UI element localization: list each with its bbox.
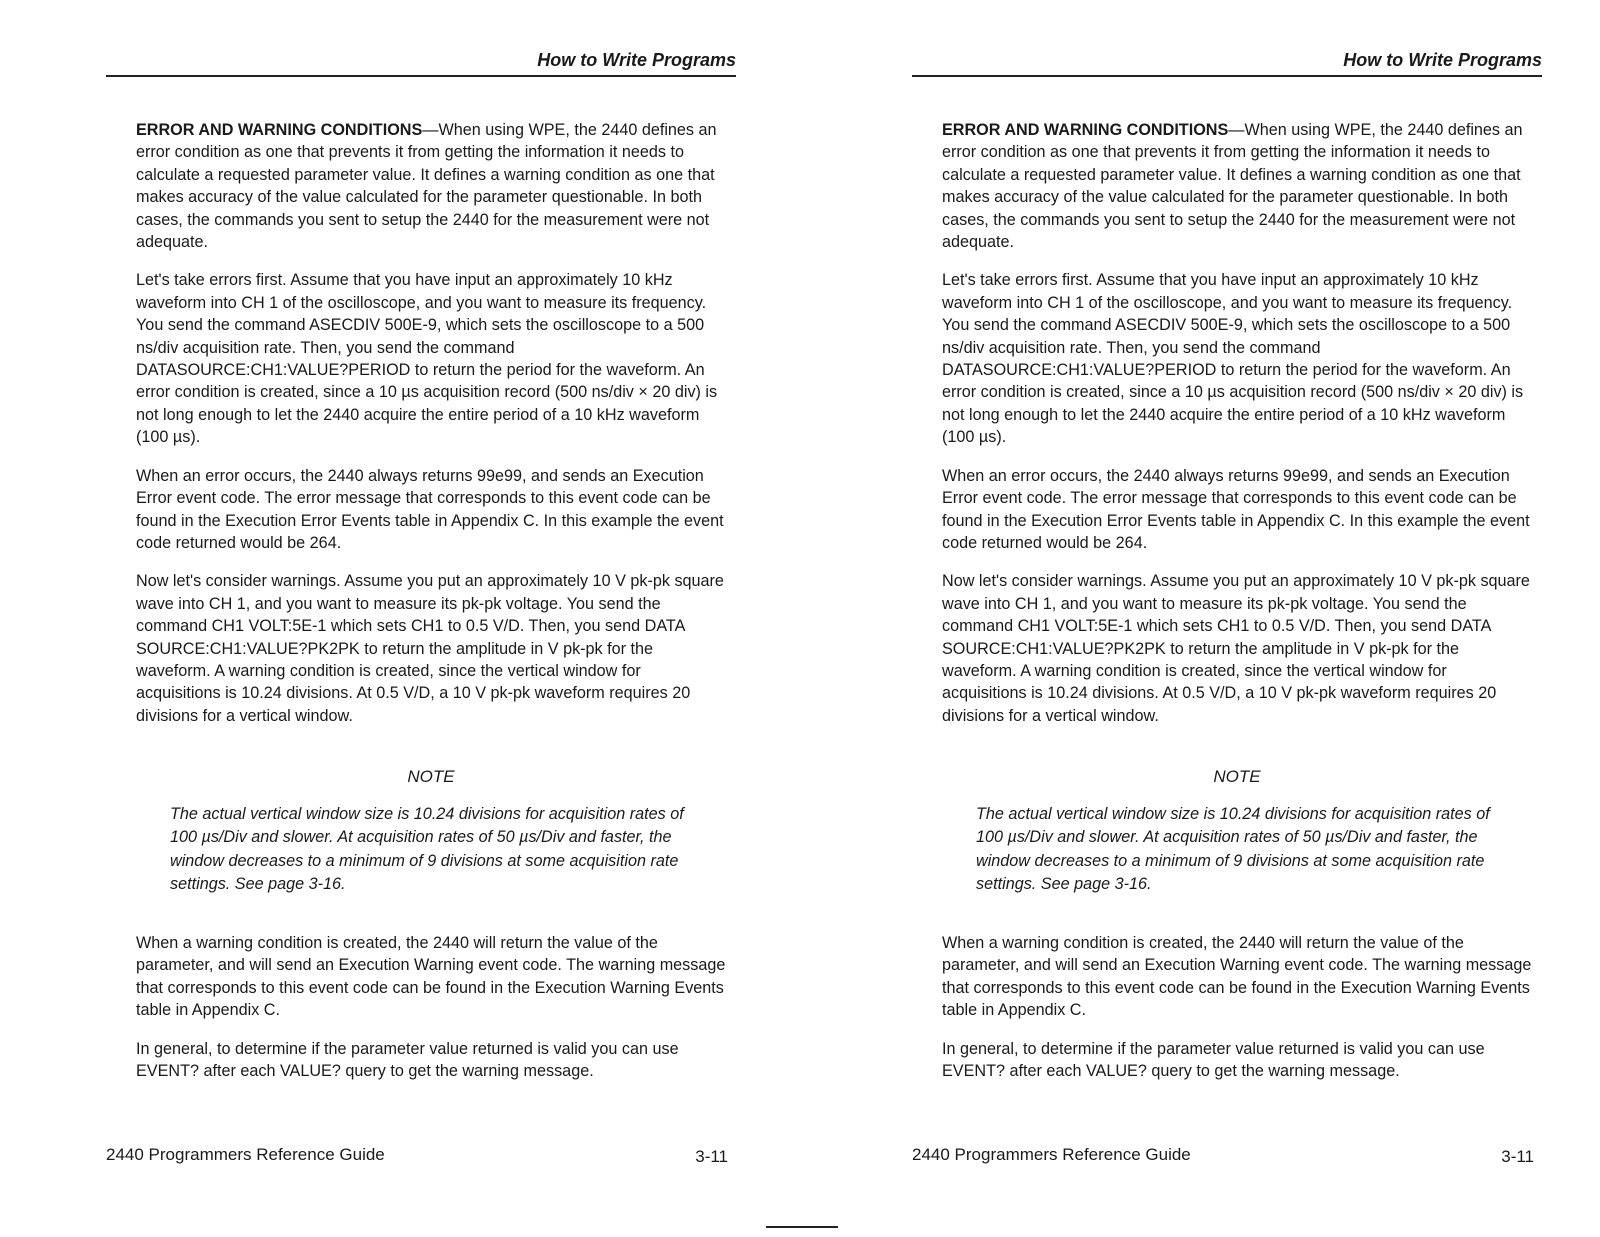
page-number: 3-11: [1501, 1147, 1534, 1166]
paragraph-errors: Let's take errors first. Assume that you have input an approximately 10 kHz waveform into CH 1 of the oscilloscope, and you want to measure its frequency. You send the command ASECDIV 500E-9, which sets the oscilloscope to a 500 ns/div acquisition rate. Then, you send the command DATASOURCE:CH1:VALUE?PERIOD to return the period for the waveform. An error condition is created, since a 10 µs acquisition record (500 ns/div × 20 div) is not long enough to let the 2440 acquire the entire period of a 10 kHz waveform (100 µs).: [136, 271, 718, 447]
paragraph-warnings: Now let's consider warnings. Assume you put an approximately 10 V pk-pk square wave into CH 1, and you want to measure its pk-pk voltage. You send the command CH1 VOLT:5E-1 which sets CH1 to 0.5 V/D. Then, you send DATA SOURCE:CH1:VALUE?PK2PK to return the amplitude in V pk-pk for the waveform. A warning condition is created, since the vertical window for acquisitions is 10.24 divisions. At 0.5 V/D, a 10 V pk-pk waveform requires 20 divisions for a vertical window.: [136, 572, 724, 725]
note-body: The actual vertical window size is 10.24 divisions for acquisition rates of 100 µs/Div and slower. At acquisition rates of 50 µs/Div and faster, the window decreases to a minimum of 9 divisions at some acquisition rate settings. See page 3-16.: [976, 805, 1490, 893]
paragraph-warning-return: When a warning condition is created, the 2440 will return the value of the parameter, and will send an Execution Warning event code. The warning message that corresponds to this event code can be found in the Execution Warning Events table in Appendix C.: [136, 933, 726, 1020]
paragraph-warning-return: When a warning condition is created, the 2440 will return the value of the parameter, and will send an Execution Warning event code. The warning message that corresponds to this event code can be found in the Execution Warning Events table in Appendix C.: [942, 933, 1532, 1020]
paragraph-error-warning-conditions: [136, 119, 726, 253]
page-content: [136, 119, 726, 1098]
bottom-divider: [766, 1226, 838, 1228]
note-heading: NOTE: [1213, 767, 1261, 787]
footer-title: 2440 Programmers Reference Guide: [912, 1145, 1191, 1164]
page-right: [912, 0, 1542, 1237]
paragraph-warnings: Now let's consider warnings. Assume you put an approximately 10 V pk-pk square wave into CH 1, and you want to measure its pk-pk voltage. You send the command CH1 VOLT:5E-1 which sets CH1 to 0.5 V/D. Then, you send DATA SOURCE:CH1:VALUE?PK2PK to return the amplitude in V pk-pk for the waveform. A warning condition is created, since the vertical window for acquisitions is 10.24 divisions. At 0.5 V/D, a 10 V pk-pk waveform requires 20 divisions for a vertical window.: [942, 572, 1530, 725]
paragraph-general: In general, to determine if the parameter value returned is valid you can use EVENT? after each VALUE? query to get the warning message.: [942, 1039, 1485, 1080]
note-heading: NOTE: [407, 767, 455, 787]
section-lead: ERROR AND WARNING CONDITIONS: [136, 121, 423, 139]
page-number: 3-11: [695, 1147, 728, 1166]
page-header: How to Write Programs: [912, 50, 1542, 77]
paragraph-error-return: When an error occurs, the 2440 always returns 99e99, and sends an Execution Error event code. The error message that corresponds to this event code can be found in the Execution Error Events table in Appendix C. In this example the event code returned would be 264.: [942, 466, 1530, 552]
page-content: [942, 119, 1532, 1098]
paragraph-general: In general, to determine if the parameter value returned is valid you can use EVENT? after each VALUE? query to get the warning message.: [136, 1039, 679, 1080]
paragraph-error-warning-conditions: [942, 119, 1532, 253]
section-lead-text: —When using WPE, the 2440 defines an error condition as one that prevents it from getting the information it needs to calculate a requested parameter value. It defines a warning condition as one that makes accuracy of the value calculated for the parameter questionable. In both cases, the commands you sent to setup the 2440 for the measurement were not adequate.: [136, 121, 717, 252]
section-lead-text: —When using WPE, the 2440 defines an error condition as one that prevents it from getting the information it needs to calculate a requested parameter value. It defines a warning condition as one that makes accuracy of the value calculated for the parameter questionable. In both cases, the commands you sent to setup the 2440 for the measurement were not adequate.: [942, 121, 1523, 252]
paragraph-errors: Let's take errors first. Assume that you have input an approximately 10 kHz waveform into CH 1 of the oscilloscope, and you want to measure its frequency. You send the command ASECDIV 500E-9, which sets the oscilloscope to a 500 ns/div acquisition rate. Then, you send the command DATASOURCE:CH1:VALUE?PERIOD to return the period for the waveform. An error condition is created, since a 10 µs acquisition record (500 ns/div × 20 div) is not long enough to let the 2440 acquire the entire period of a 10 kHz waveform (100 µs).: [942, 271, 1524, 447]
section-lead: ERROR AND WARNING CONDITIONS: [942, 121, 1229, 139]
footer-title: 2440 Programmers Reference Guide: [106, 1145, 385, 1164]
paragraph-error-return: When an error occurs, the 2440 always returns 99e99, and sends an Execution Error event code. The error message that corresponds to this event code can be found in the Execution Error Events table in Appendix C. In this example the event code returned would be 264.: [136, 466, 724, 552]
note-body: The actual vertical window size is 10.24 divisions for acquisition rates of 100 µs/Div and slower. At acquisition rates of 50 µs/Div and faster, the window decreases to a minimum of 9 divisions at some acquisition rate settings. See page 3-16.: [170, 805, 684, 893]
page-header: How to Write Programs: [106, 50, 736, 77]
page-left: [106, 0, 736, 1237]
